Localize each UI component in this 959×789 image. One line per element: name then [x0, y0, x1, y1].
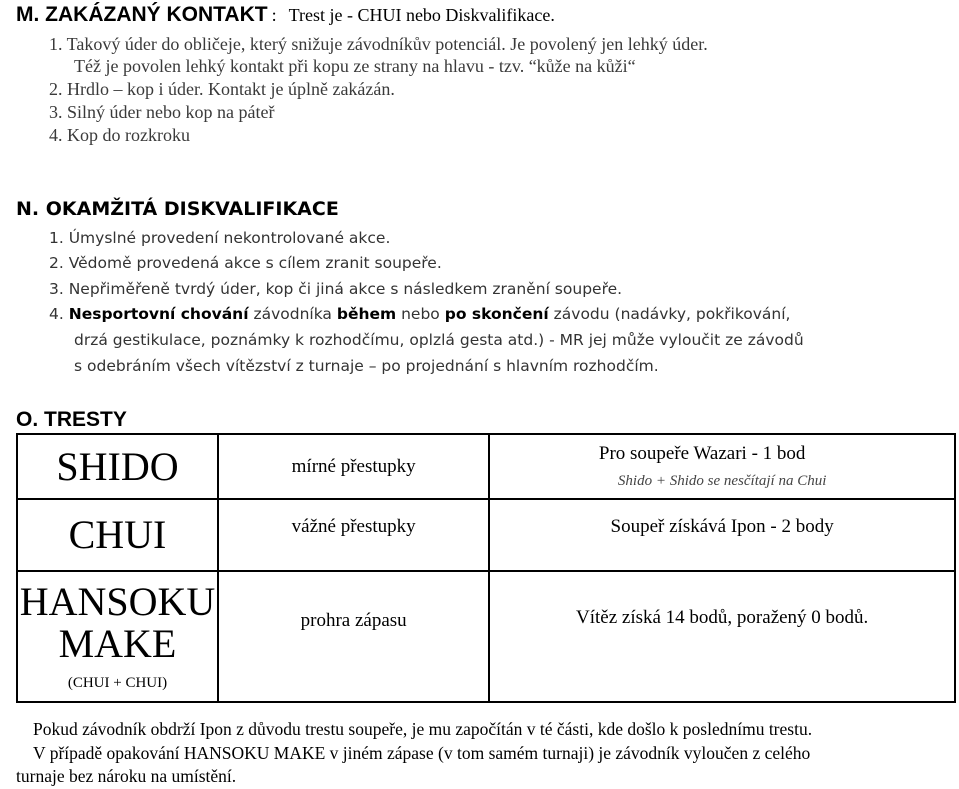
penalty-hansoku-make-description: prohra zápasu [218, 571, 489, 702]
section-m-heading-row [16, 3, 555, 27]
section-n-item-4 [49, 305, 790, 323]
section-o-heading: O. TRESTY [16, 408, 127, 431]
penalty-shido: SHIDO [17, 434, 218, 499]
penalty-hansoku-make-cell [17, 571, 218, 702]
section-m-item-1: 1. Takový úder do obličeje, který snižuje závodníkův potenciál. Je povolený jen lehký úder. [49, 34, 708, 54]
footer-line-3: turnaje bez nároku na umístění. [16, 766, 237, 786]
section-m-item-3: 3. Silný úder nebo kop na páteř [49, 102, 275, 122]
section-n-item-3: 3. Nepřiměřeně tvrdý úder, kop či jiná akce s následkem zranění soupeře. [49, 280, 623, 298]
penalty-hansoku-make-result: Vítěz získá 14 bodů, poražený 0 bodů. [489, 571, 955, 702]
section-n-item-4-text-3: závodu (nadávky, pokřikování, [548, 305, 791, 323]
section-n-item-4-bold-3: po skončení [444, 305, 549, 323]
section-n-item-4-num: 4. [49, 305, 64, 323]
penalty-shido-note: Shido + Shido se nesčítají na Chui [617, 473, 827, 489]
section-n-item-4-line-3: s odebráním všech vítězství z turnaje – po projednání s hlavním rozhodčím. [74, 357, 659, 375]
penalties-table [16, 433, 956, 703]
section-n-item-4-bold-2: během [336, 305, 397, 323]
penalty-shido-result-cell [489, 434, 955, 499]
penalty-shido-description: mírné přestupky [218, 434, 489, 499]
section-n-heading: N. OKAMŽITÁ DISKVALIFIKACE [16, 198, 339, 220]
penalties-row-hansoku-make [17, 571, 955, 702]
penalty-chui: CHUI [17, 499, 218, 571]
penalty-chui-description: vážné přestupky [218, 499, 489, 571]
section-n-item-2: 2. Vědomě provedená akce s cílem zranit soupeře. [49, 254, 442, 272]
section-m-item-4: 4. Kop do rozkroku [49, 125, 190, 145]
penalties-row-chui [17, 499, 955, 571]
section-m-heading-sep: : [271, 5, 277, 25]
footer-line-2: V případě opakování HANSOKU MAKE v jiném zápase (v tom samém turnaji) je závodník vyloučen z celého [33, 743, 811, 763]
section-m-item-2: 2. Hrdlo – kop i úder. Kontakt je úplně zakázán. [49, 79, 395, 99]
penalty-chui-result: Soupeř získává Ipon - 2 body [489, 499, 955, 571]
section-n-item-4-text-2: nebo [396, 305, 445, 323]
section-m-heading-note: Trest je - CHUI nebo Diskvalifikace. [288, 5, 555, 25]
section-n-item-4-text-1: závodníka [248, 305, 337, 323]
section-n-item-1: 1. Úmyslné provedení nekontrolované akce. [49, 229, 391, 247]
footer-line-1: Pokud závodník obdrží Ipon z důvodu trestu soupeře, je mu započítán v té části, kde došlo k poslednímu trestu. [33, 719, 813, 739]
section-n-item-4-line-2: drzá gestikulace, poznámky k rozhodčímu, oplzlá gesta atd.) - MR jej může vyloučit ze závodů [74, 331, 804, 349]
penalty-shido-result: Pro soupeře Wazari - 1 bod [598, 443, 806, 464]
penalties-row-shido [17, 434, 955, 499]
penalty-hansoku-make-line-2: MAKE [58, 621, 177, 666]
penalty-hansoku-make-sub: (CHUI + CHUI) [67, 675, 168, 691]
penalty-hansoku-make-line-1: HANSOKU [19, 579, 216, 624]
section-n-item-4-bold-1: Nesportovní chování [68, 305, 249, 323]
section-m-item-1-cont: Též je povolen lehký kontakt při kopu ze strany na hlavu - tzv. “kůže na kůži“ [74, 56, 636, 76]
section-m-heading: M. ZAKÁZANÝ KONTAKT [16, 3, 268, 26]
